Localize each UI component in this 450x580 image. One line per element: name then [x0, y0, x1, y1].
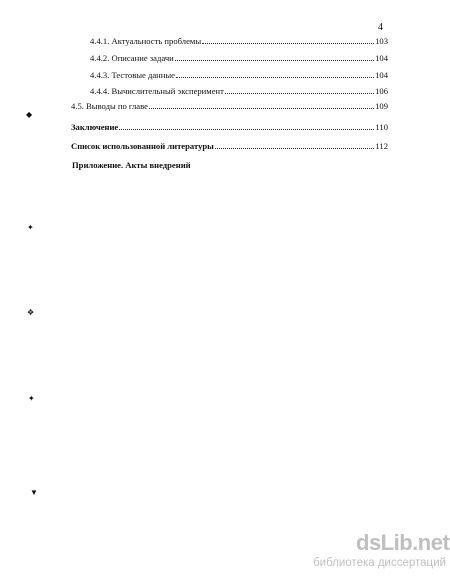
watermark-logo: dsLib.net [356, 530, 450, 555]
toc-entry-label: 4.4.4. Вычислительный эксперимент [90, 86, 224, 96]
toc-entry-page: 109 [375, 101, 388, 111]
toc-entry-4-4-3 [90, 70, 388, 80]
toc-leader [175, 60, 374, 61]
toc-leader [225, 93, 374, 94]
toc-leader [119, 129, 374, 130]
watermark-tagline: библиотека диссертаций [313, 557, 446, 569]
toc-entry-conclusion [71, 122, 388, 132]
dslib-watermark [300, 530, 448, 576]
toc-entry-page: 106 [375, 86, 388, 96]
toc-leader [215, 148, 375, 149]
page-number: 4 [378, 22, 383, 33]
toc-leader [202, 43, 374, 44]
toc-entry-page: 110 [375, 122, 388, 132]
toc-entry-4-4-1 [90, 36, 388, 46]
binder-hole-mark: ✦ [27, 223, 34, 232]
toc-entry-page: 104 [375, 70, 388, 80]
toc-entry-bibliography [71, 141, 388, 151]
toc-entry-label: Список использованной литературы [71, 141, 214, 151]
binder-hole-mark: ❖ [27, 308, 35, 317]
binder-hole-mark: ▼ [30, 488, 38, 497]
toc-entry-label: 4.4.3. Тестовые данные [90, 70, 175, 80]
toc-entry-4-5 [71, 101, 388, 111]
toc-entry-label: 4.4.2. Описание задачи [90, 53, 174, 63]
toc-entry-page: 112 [375, 141, 388, 151]
binder-hole-mark: ◆ [26, 110, 33, 119]
toc-entry-label: Заключение [71, 122, 119, 132]
toc-leader [176, 77, 374, 78]
appendix-heading: Приложение. Акты внедрений [72, 160, 191, 170]
binder-hole-mark: ✦ [28, 394, 35, 403]
toc-entry-4-4-2 [90, 53, 388, 63]
toc-entry-4-4-4 [90, 86, 388, 96]
toc-entry-page: 103 [375, 36, 388, 46]
toc-entry-label: 4.5. Выводы по главе [71, 101, 148, 111]
toc-leader [149, 108, 374, 109]
toc-entry-page: 104 [375, 53, 388, 63]
toc-entry-label: 4.4.1. Актуальность проблемы [90, 36, 202, 46]
